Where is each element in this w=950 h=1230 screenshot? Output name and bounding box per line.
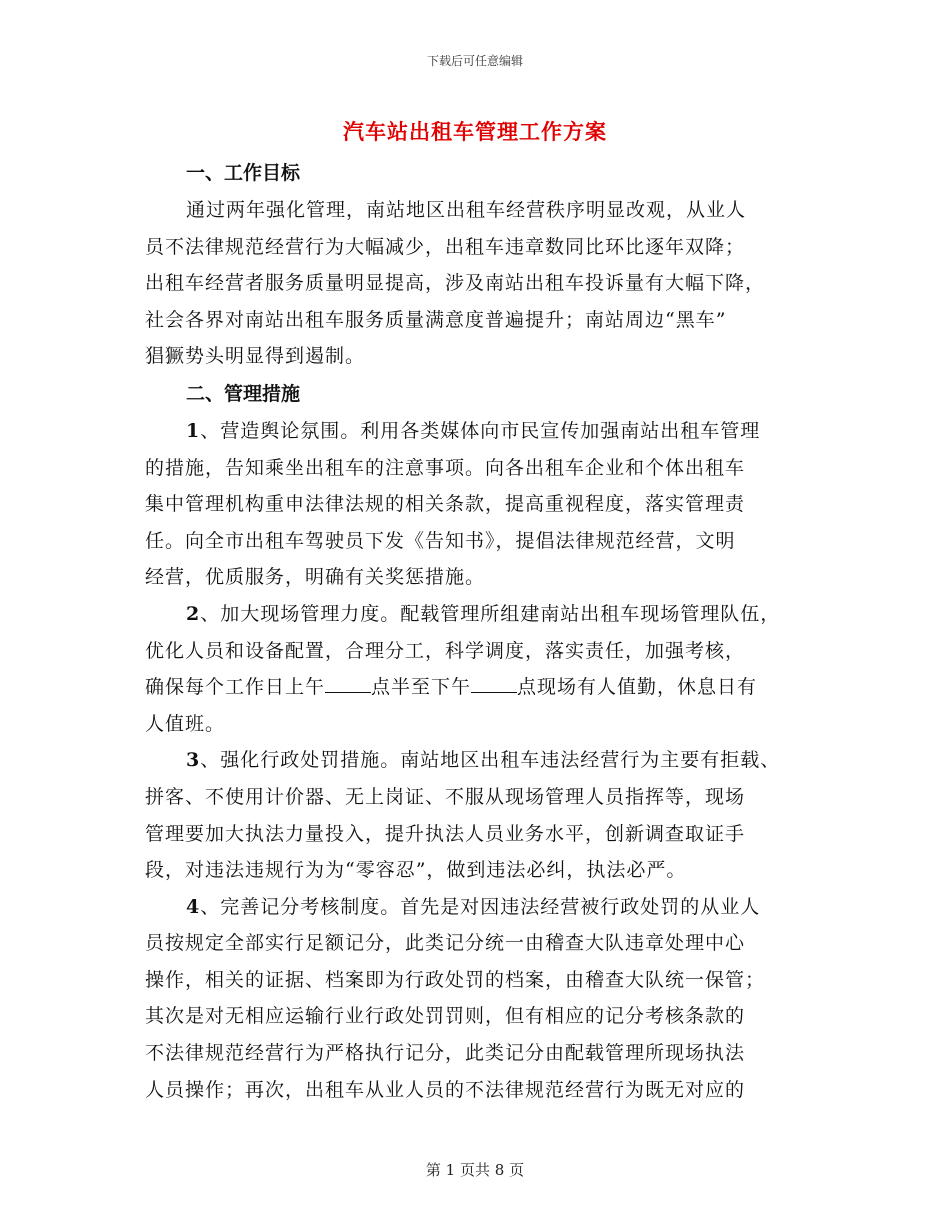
paragraph-line: 出租车经营者服务质量明显提高，涉及南站出租车投诉量有大幅下降， bbox=[145, 272, 766, 295]
paragraph-line: 操作，相关的证据、档案即为行政处罚的档案，由稽查大队统一保管； bbox=[145, 968, 766, 991]
item-number: 4 bbox=[186, 895, 201, 918]
paragraph-line: 人值班。 bbox=[145, 712, 226, 735]
paragraph-line bbox=[145, 889, 825, 926]
measure-2 bbox=[145, 596, 825, 742]
header-note: 下载后可任意编辑 bbox=[426, 54, 523, 68]
paragraph-line bbox=[145, 669, 825, 706]
paragraph-line: 任。向全市出租车驾驶员下发《告知书》，提倡法律规范经营，文明 bbox=[145, 529, 736, 552]
measure-1 bbox=[145, 413, 825, 596]
line-text: 确保每个工作日上午 bbox=[145, 676, 326, 699]
document-title: 汽车站出租车管理工作方案 bbox=[343, 119, 607, 144]
measure-4 bbox=[145, 889, 825, 1109]
paragraph-line: 社会各界对南站出租车服务质量满意度普遍提升；南站周边“黑车” bbox=[145, 308, 727, 331]
paragraph-line: 经营，优质服务，明确有关奖惩措施。 bbox=[145, 566, 486, 589]
paragraph-line: 员按规定全部实行足额记分，此类记分统一由稽查大队违章处理中心 bbox=[145, 932, 746, 955]
paragraph-line: 管理要加大执法力量投入，提升执法人员业务水平，创新调查取证手 bbox=[145, 822, 746, 845]
paragraph-line bbox=[145, 742, 825, 779]
item-number: 3 bbox=[186, 749, 201, 772]
paragraph-line: 员不法律规范经营行为大幅减少，出租车违章数同比环比逐年双降； bbox=[145, 235, 746, 258]
line-text: 点现场有人值勤，休息日有 bbox=[517, 676, 758, 699]
section-heading: 二、管理措施 bbox=[186, 382, 301, 405]
line-text: 、营造舆论氛围。利用各类媒体向市民宣传加强南站出租车管理 bbox=[200, 419, 761, 442]
line-text: 、强化行政处罚措施。南站地区出租车违法经营行为主要有拒载、 bbox=[200, 749, 781, 772]
section-heading: 一、工作目标 bbox=[186, 162, 301, 184]
paragraph-line: 不法律规范经营行为严格执行记分，此类记分由配载管理所现场执法 bbox=[145, 1042, 746, 1065]
paragraph-line: 的措施，告知乘坐出租车的注意事项。向各出租车企业和个体出租车 bbox=[145, 456, 746, 479]
line-text: 点半至下午 bbox=[371, 676, 472, 699]
measure-3 bbox=[145, 742, 825, 888]
page-footer: 第 1 页共 8 页 bbox=[425, 1161, 525, 1179]
paragraph-line bbox=[145, 413, 825, 450]
line-text: 、完善记分考核制度。首先是对因违法经营被行政处罚的从业人 bbox=[200, 895, 761, 918]
paragraph-line: 猖獗势头明显得到遏制。 bbox=[145, 345, 366, 368]
fill-in-blank bbox=[325, 678, 371, 693]
paragraph-line: 人员操作；再次，出租车从业人员的不法律规范经营行为既无对应的 bbox=[145, 1078, 746, 1101]
paragraph-line: 通过两年强化管理，南站地区出租车经营秩序明显改观，从业人 bbox=[186, 199, 747, 221]
paragraph-line bbox=[145, 596, 825, 633]
paragraph-line: 优化人员和设备配置，合理分工，科学调度，落实责任，加强考核， bbox=[145, 639, 746, 662]
paragraph-goal bbox=[145, 192, 825, 375]
paragraph-line: 集中管理机构重申法律法规的相关条款，提高重视程度，落实管理责 bbox=[145, 493, 746, 516]
item-number: 2 bbox=[186, 602, 201, 625]
paragraph-line: 其次是对无相应运输行业行政处罚罚则，但有相应的记分考核条款的 bbox=[145, 1005, 746, 1028]
paragraph-line: 段，对违法违规行为为“零容忍”，做到违法必纠，执法必严。 bbox=[145, 859, 687, 882]
paragraph-line: 拼客、不使用计价器、无上岗证、不服从现场管理人员指挥等，现场 bbox=[145, 785, 746, 808]
document-body bbox=[145, 154, 825, 1108]
line-text: 、加大现场管理力度。配载管理所组建南站出租车现场管理队伍， bbox=[200, 602, 781, 625]
item-number: 1 bbox=[186, 419, 201, 442]
fill-in-blank bbox=[471, 678, 517, 693]
